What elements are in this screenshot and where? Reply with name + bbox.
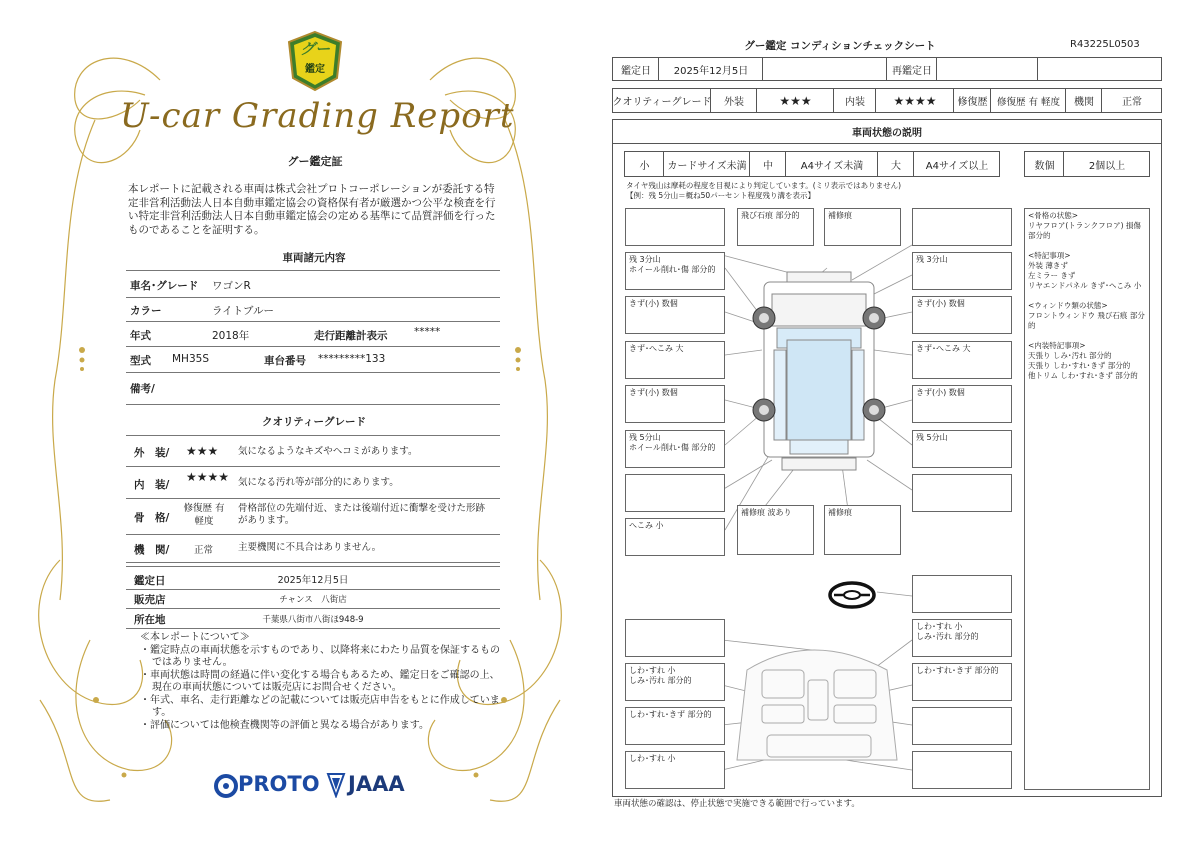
repair-label: 修復歴 bbox=[957, 97, 988, 108]
repair-value: 修復歴 有 軽度 bbox=[996, 96, 1061, 108]
year-label: 年式 bbox=[130, 330, 151, 342]
exterior-rating: ★★★ bbox=[779, 93, 812, 108]
year-value: 2018年 bbox=[212, 330, 250, 342]
interior-seat-diagram bbox=[737, 650, 897, 760]
grade-title: クオリティーグレード bbox=[612, 97, 712, 108]
mileage-label: 走行距離計表示 bbox=[314, 330, 388, 342]
certificate-title: グー鑑定証 bbox=[287, 155, 343, 168]
quality-desc: 骨格部位の先端付近、または後端付近に衝撃を受けた形跡があります。 bbox=[238, 503, 486, 526]
quality-rating: ★★★ bbox=[186, 444, 219, 458]
badge-text: 鑑定 bbox=[305, 64, 325, 75]
dealer-value: チャンス 八街店 bbox=[279, 595, 347, 605]
note-box-rear-panel: 補修痕 波あり bbox=[737, 505, 814, 555]
special-notes-panel: <骨格の状態> リヤフロア(トランクフロア) 損傷部分的 <特記事項> 外装 薄きず 左ミラー きず リヤエンドパネル きず･へこみ 小 <ウィンドウ類の状態> フロントウィンドウ 飛び石痕 部分的 <内装特記事項> 天張り しみ･汚れ 部分的 天張り しわ･すれ･きず 部分的 他トリム しわ･すれ･きず 部分的 bbox=[1024, 208, 1150, 790]
condition-title: 車両状態の説明 bbox=[613, 120, 1161, 144]
reappraisal-date-label: 再鑑定日 bbox=[892, 65, 932, 77]
quality-rating: 正常 bbox=[194, 545, 214, 556]
note-box-front-left-corner bbox=[625, 208, 725, 246]
model-value: MH35S bbox=[172, 353, 209, 365]
note-box-rear-bumper: 補修痕 bbox=[824, 505, 901, 555]
note-box-dashboard bbox=[912, 575, 1012, 613]
dealer-row bbox=[126, 588, 500, 609]
appraisal-date-value: 2025年12月5日 bbox=[277, 575, 349, 586]
note-box-rear-left-corner bbox=[625, 474, 725, 512]
spec-row-year bbox=[126, 321, 500, 347]
chassis-label: 車台番号 bbox=[264, 355, 306, 367]
proto-logo-mark bbox=[214, 774, 238, 798]
size-key-medium: 中 bbox=[763, 160, 773, 172]
note-box-rear-left-tire: 残 5分山 ホイール削れ･傷 部分的 bbox=[625, 430, 725, 468]
note-item: ・鑑定時点の車両状態を示すものであり、以降将来にわたり品質を保証するものではありません。 bbox=[140, 644, 500, 668]
spec-row-name bbox=[126, 270, 500, 298]
report-notes bbox=[140, 632, 500, 732]
note-box-left-rear-door: きず(小) 数個 bbox=[625, 385, 725, 423]
quality-desc: 気になる汚れ等が部分的にあります。 bbox=[238, 477, 399, 488]
note-box-left-rear-seat: しわ･すれ･きず 部分的 bbox=[625, 707, 725, 745]
notes-title: ≪本レポートについて≫ bbox=[140, 632, 250, 643]
sheet-title: グー鑑定 コンディションチェックシート bbox=[744, 40, 936, 52]
quality-desc: 気になるようなキズやヘコミがあります。 bbox=[238, 446, 418, 457]
proto-logo-text: PROTO bbox=[238, 772, 320, 796]
engine-label: 機関 bbox=[1074, 97, 1094, 108]
note-item: ・年式、車名、走行距離などの記載については販売店申告をもとに作成しています。 bbox=[140, 694, 500, 718]
note-box-right-rear-door: きず(小) 数個 bbox=[912, 385, 1012, 423]
engine-value: 正常 bbox=[1122, 97, 1142, 108]
date-row bbox=[612, 57, 1162, 81]
certificate-body: 本レポートに記載される車両は株式会社プロトコーポレーションが委託する特定非営利活動法人日本自動車鑑定協会の資格保有者が厳選かつ公平な検査を行い特定非営利活動法人日本自動車鑑定協会の定める基準にて品質評価を行ったものであることを証明する。 bbox=[128, 183, 496, 236]
footer-note: 車両状態の確認は、停止状態で実施できる範囲で行っています。 bbox=[614, 799, 860, 809]
quality-section-title: クオリティーグレード bbox=[262, 416, 366, 428]
note-box-rear-right-tire: 残 5分山 bbox=[912, 430, 1012, 468]
quality-label: 外 装/ bbox=[134, 447, 170, 459]
size-desc-small: カードサイズ未満 bbox=[667, 160, 747, 172]
note-box-rear-right-corner bbox=[912, 474, 1012, 512]
sheet-id: R43225L0503 bbox=[1070, 39, 1140, 50]
spec-row-remarks bbox=[126, 372, 500, 405]
model-label: 型式 bbox=[130, 355, 151, 367]
appraisal-date-value: 2025年12月5日 bbox=[673, 65, 749, 77]
chassis-value: *********133 bbox=[318, 353, 386, 365]
report-script-title: U-car Grading Report bbox=[120, 96, 515, 136]
quality-label: 機 関/ bbox=[134, 544, 170, 556]
quality-row-engine bbox=[126, 534, 500, 563]
quality-rating: ★★★★ bbox=[186, 470, 230, 484]
note-box-rear-luggage bbox=[912, 751, 1012, 789]
note-box-front-right-tire: 残 3分山 bbox=[912, 252, 1012, 290]
size-key-small: 小 bbox=[639, 160, 650, 172]
note-box-right-front-seat: しわ･すれ･きず 部分的 bbox=[912, 663, 1012, 701]
count-value: 2個以上 bbox=[1088, 160, 1126, 172]
note-box-rear-left-bumper: へこみ 小 bbox=[625, 518, 725, 556]
location-label: 所在地 bbox=[134, 614, 166, 626]
color-value: ライトブルー bbox=[212, 305, 274, 317]
quality-row-frame bbox=[126, 498, 500, 535]
car-name-label: 車名･グレード bbox=[130, 280, 199, 292]
quality-row-interior bbox=[126, 465, 500, 499]
quality-row-exterior bbox=[126, 435, 500, 467]
color-label: カラー bbox=[130, 305, 162, 317]
appraisal-date-row bbox=[126, 566, 500, 590]
steering-wheel-icon bbox=[830, 583, 874, 607]
mileage-value: ***** bbox=[414, 326, 441, 338]
note-box-left-front-door: きず(小) 数個 bbox=[625, 296, 725, 334]
count-legend bbox=[1024, 151, 1150, 177]
quality-desc: 主要機関に不具合はありません。 bbox=[238, 542, 382, 553]
remarks-label: 備考/ bbox=[130, 383, 155, 395]
tire-note-example: 【例：残 5分山＝概ね50パーセント程度残り溝を表示】 bbox=[626, 191, 816, 200]
note-box-right-rear-seat bbox=[912, 707, 1012, 745]
note-box-right-side: きず･へこみ 大 bbox=[912, 341, 1012, 379]
note-box-left-front-seat: しわ･すれ 小 しみ･汚れ 部分的 bbox=[625, 663, 725, 701]
interior-rating: ★★★★ bbox=[893, 93, 937, 108]
goo-appraisal-badge bbox=[287, 30, 343, 92]
size-key-large: 大 bbox=[891, 160, 901, 172]
note-box-rear-seat: しわ･すれ 小 bbox=[625, 751, 725, 789]
jaaa-logo-text: JAAA bbox=[348, 772, 405, 796]
appraisal-date-label: 鑑定日 bbox=[621, 65, 651, 77]
location-row bbox=[126, 608, 500, 629]
note-box-right-front-door: きず(小) 数個 bbox=[912, 296, 1012, 334]
note-box-front-interior bbox=[625, 619, 725, 657]
note-box-front-right-corner bbox=[912, 208, 1012, 246]
quality-rating: 修復歴 有 軽度 bbox=[183, 503, 225, 527]
location-value: 千葉県八街市八街ほ948-9 bbox=[262, 615, 364, 625]
note-box-front-windshield: 飛び石痕 部分的 bbox=[737, 208, 814, 246]
grade-row bbox=[612, 88, 1162, 113]
size-desc-medium: A4サイズ未満 bbox=[800, 160, 864, 172]
note-box-front-left-tire: 残 3分山 ホイール削れ･傷 部分的 bbox=[625, 252, 725, 290]
quality-label: 内 装/ bbox=[134, 479, 170, 491]
tire-note: タイヤ残山は摩耗の程度を目視により判定しています。(ミリ表示ではありません) bbox=[626, 181, 902, 190]
note-box-left-side: きず･へこみ 大 bbox=[625, 341, 725, 379]
spec-row-color bbox=[126, 296, 500, 322]
note-box-front-bumper: 補修痕 bbox=[824, 208, 901, 246]
spec-section-title: 車両諸元内容 bbox=[282, 252, 346, 264]
note-item: ・評価については他検査機関等の評価と異なる場合があります。 bbox=[140, 719, 429, 731]
note-item: ・車両状態は時間の経過に伴い変化する場合もあるため、鑑定日をご確認の上、現在の車両状態については販売店にお問合せください。 bbox=[140, 669, 500, 693]
size-legend bbox=[624, 151, 1000, 177]
car-name-value: ワゴンR bbox=[212, 280, 251, 292]
badge-goo-text: グー bbox=[299, 40, 330, 58]
count-label: 数個 bbox=[1034, 160, 1055, 172]
appraisal-date-label: 鑑定日 bbox=[134, 575, 166, 587]
size-desc-large: A4サイズ以上 bbox=[925, 160, 989, 172]
dealer-label: 販売店 bbox=[134, 594, 166, 606]
interior-label: 内装 bbox=[845, 97, 865, 108]
note-box-headliner: しわ･すれ 小 しみ･汚れ 部分的 bbox=[912, 619, 1012, 657]
exterior-label: 外装 bbox=[724, 97, 744, 108]
spec-row-model bbox=[126, 346, 500, 373]
quality-label: 骨 格/ bbox=[134, 512, 170, 524]
jaaa-logo-mark bbox=[326, 772, 346, 798]
